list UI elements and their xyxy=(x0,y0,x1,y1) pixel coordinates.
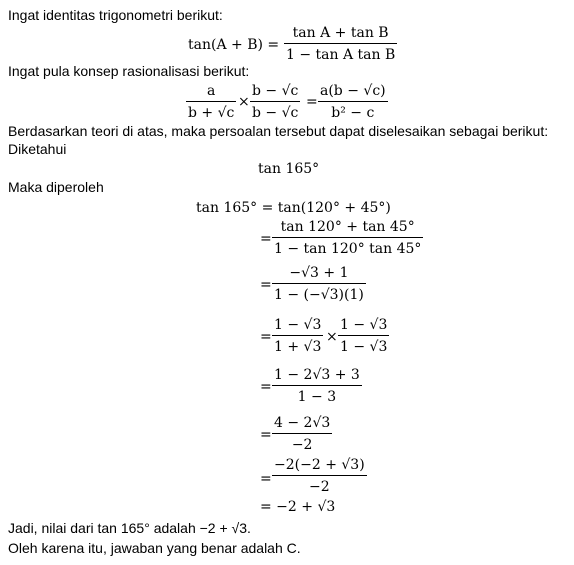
rational-fraction-3 xyxy=(318,82,388,122)
rational-f1-numerator: a xyxy=(207,83,216,99)
step-2-fraction xyxy=(272,264,366,304)
step-3-times: × xyxy=(326,329,338,345)
step-6-fraction xyxy=(272,456,367,496)
step-4-denominator: 1 − 3 xyxy=(297,389,337,405)
step-2-numerator: −√3 + 1 xyxy=(289,265,349,281)
rational-fraction-1 xyxy=(186,82,236,122)
step-1-numerator: tan 120° + tan 45° xyxy=(280,219,415,235)
step-0: tan 165° = tan(120° + 45°) xyxy=(196,200,391,216)
step-3a-numerator: 1 − √3 xyxy=(274,317,322,333)
step-3b-numerator: 1 − √3 xyxy=(340,317,388,333)
fraction-bar xyxy=(284,43,397,44)
intro-rationalization-text: Ingat pula konsep rasionalisasi berikut: xyxy=(8,63,250,79)
step-5-equals: = xyxy=(260,427,272,443)
step-3-fraction-a xyxy=(272,316,323,356)
step-6-equals: = xyxy=(260,471,272,487)
identity-fraction xyxy=(284,24,397,64)
step-2-denominator: 1 − (−√3)(1) xyxy=(274,287,364,303)
rational-f1-denominator: b + √c xyxy=(188,105,235,121)
step-3b-denominator: 1 − √3 xyxy=(340,339,388,355)
identity-denominator: 1 − tan A tan B xyxy=(286,47,396,63)
identity-numerator: tan A + tan B xyxy=(292,25,389,41)
rational-f2-denominator: b − √c xyxy=(252,105,299,121)
step-1-denominator: 1 − tan 120° tan 45° xyxy=(274,241,422,257)
rational-times: × xyxy=(238,94,250,110)
known-text: Diketahui xyxy=(8,141,67,157)
step-4-equals: = xyxy=(260,379,272,395)
step-4-fraction xyxy=(272,366,362,406)
given-expression: tan 165° xyxy=(258,161,320,177)
step-5-fraction xyxy=(272,414,332,454)
rational-f3-denominator: b² − c xyxy=(331,105,375,121)
rational-fraction-2 xyxy=(250,82,300,122)
identity-lhs: tan(A + B) = xyxy=(188,37,280,53)
step-3-fraction-b xyxy=(338,316,389,356)
obtained-text: Maka diperoleh xyxy=(8,179,104,195)
rational-f3-numerator: a(b − √c) xyxy=(320,83,386,99)
step-2-equals: = xyxy=(260,277,272,293)
theory-text: Berdasarkan teori di atas, maka persoalan tersebut dapat diselesaikan sebagai berikut: xyxy=(8,123,549,139)
answer-text: Oleh karena itu, jawaban yang benar adalah C. xyxy=(8,540,301,556)
step-4-numerator: 1 − 2√3 + 3 xyxy=(274,367,360,383)
step-5-numerator: 4 − 2√3 xyxy=(274,415,331,431)
step-6-numerator: −2(−2 + √3) xyxy=(274,457,365,473)
step-3a-denominator: 1 + √3 xyxy=(274,339,322,355)
rational-equals: = xyxy=(306,94,318,110)
step-5-denominator: −2 xyxy=(291,437,313,453)
intro-identity-text: Ingat identitas trigonometri berikut: xyxy=(8,7,223,23)
rational-f2-numerator: b − √c xyxy=(252,83,299,99)
step-3-equals: = xyxy=(260,329,272,345)
step-1-fraction xyxy=(272,218,423,258)
conclusion-text: Jadi, nilai dari tan 165° adalah −2 + √3. xyxy=(8,520,251,536)
step-6-denominator: −2 xyxy=(309,479,330,495)
step-7: = −2 + √3 xyxy=(260,499,336,515)
step-1-equals: = xyxy=(260,231,272,247)
